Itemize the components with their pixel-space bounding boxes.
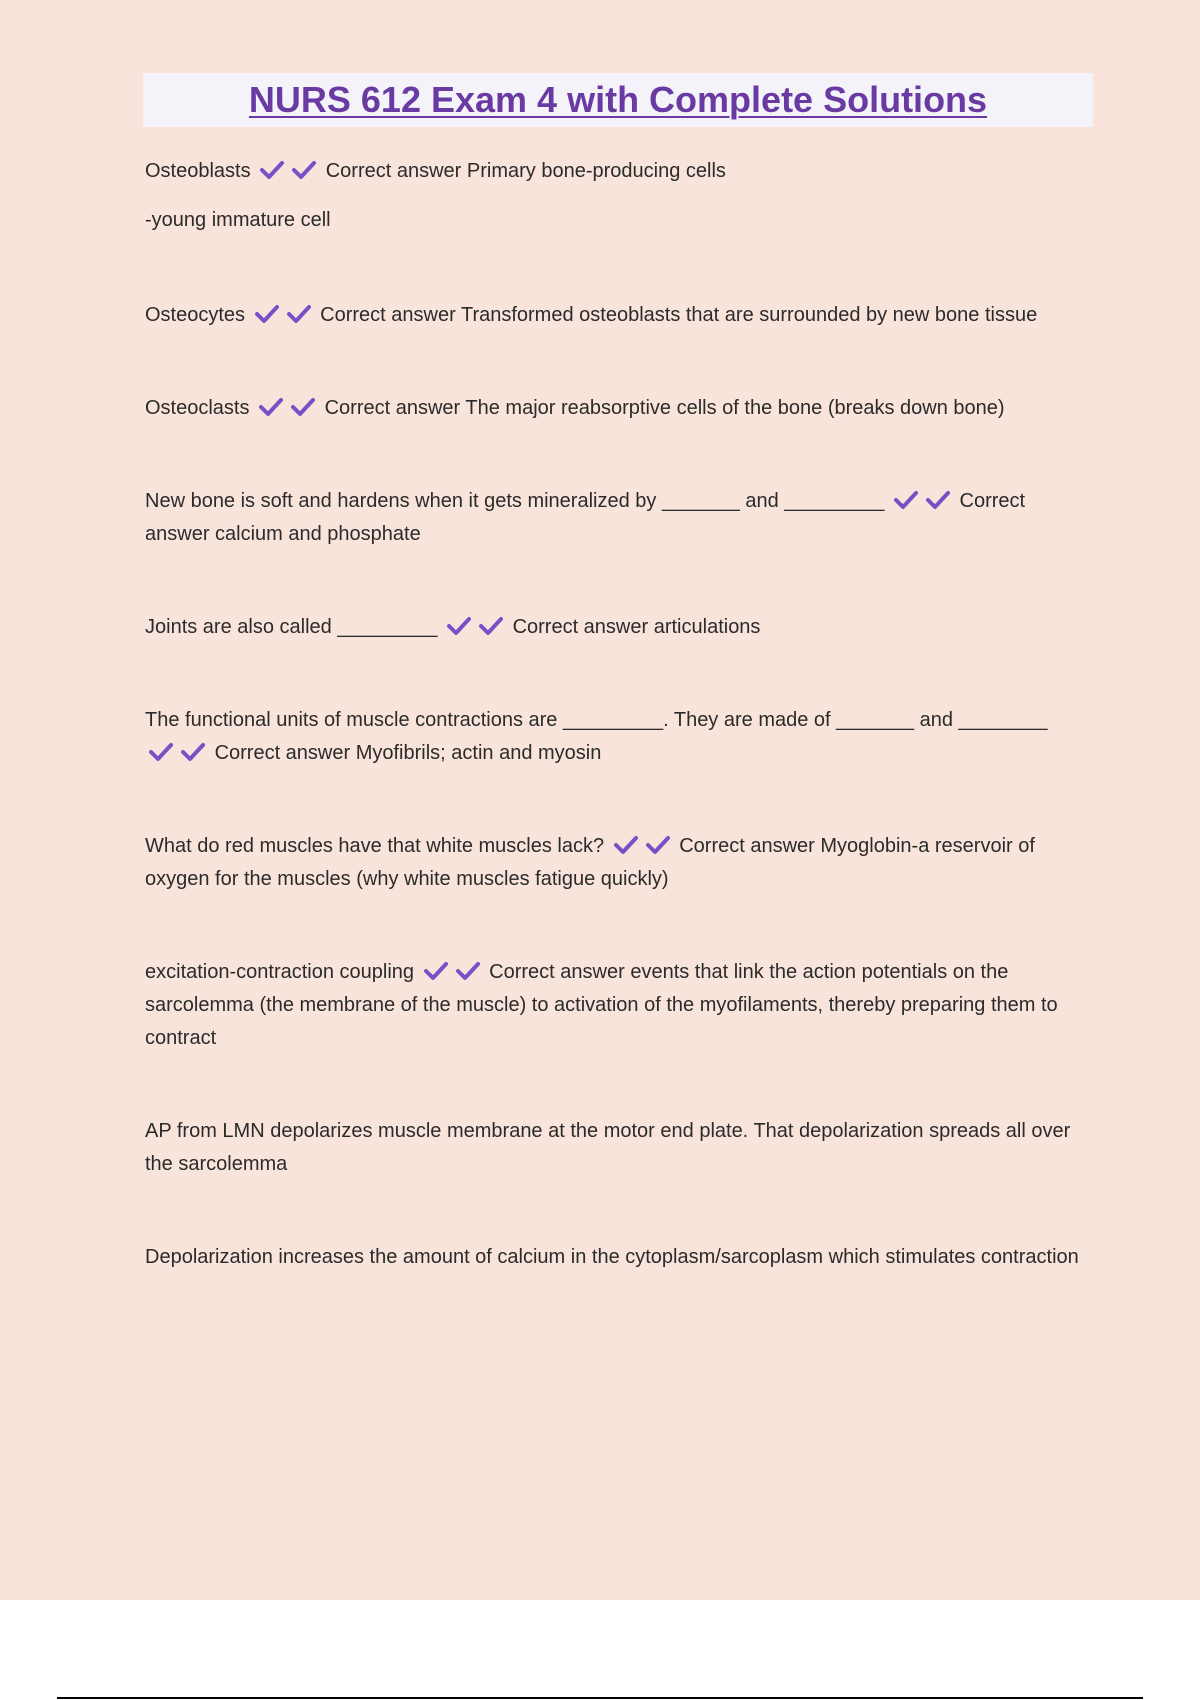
entry-term: Osteoclasts [145, 397, 250, 419]
note-depolarization [145, 1241, 1085, 1274]
entry-note: -young immature cell [145, 209, 331, 231]
checkmark-icon [291, 159, 317, 181]
checkmark-icon [423, 960, 449, 982]
checkmark-icon [925, 489, 951, 511]
entry-answer: Correct answer Myoglobin-a reservoir of oxygen for the muscles (why white muscles fatigue quickly) [145, 835, 1035, 890]
footer-divider [57, 1697, 1143, 1699]
checkmark-icon [446, 615, 472, 637]
entry-answer: Correct answer Primary bone-producing cells [325, 160, 726, 182]
entry-term: Osteocytes [145, 304, 246, 326]
checkmark-icon [455, 960, 481, 982]
checkmark-icon [259, 159, 285, 181]
checkmark-icon [613, 834, 639, 856]
entry-term: Osteoblasts [145, 160, 251, 182]
checkmark-icon [290, 396, 316, 418]
qa-entry-muscle-units [145, 704, 1085, 770]
checkmark-icon [254, 303, 280, 325]
checkmark-icon [148, 741, 174, 763]
note-action-potential [145, 1115, 1085, 1181]
checkmark-icon [645, 834, 671, 856]
qa-entry-mineralization [145, 485, 1085, 551]
checkmark-icon [258, 396, 284, 418]
entry-answer: Correct answer Myofibrils; actin and myosin [214, 742, 602, 764]
qa-entry-osteoclasts [145, 392, 1085, 425]
qa-entry-red-muscles [145, 830, 1085, 896]
note-text: Depolarization increases the amount of calcium in the cytoplasm/sarcoplasm which stimulates contraction [145, 1246, 1079, 1268]
checkmark-icon [893, 489, 919, 511]
entry-term: Joints are also called _________ [145, 616, 438, 638]
entry-term: New bone is soft and hardens when it gets mineralized by _______ and _________ [145, 490, 885, 512]
entry-answer: Correct answer events that link the action potentials on the sarcolemma (the membrane of the muscle) to activation of the myofilaments, thereby preparing them to contract [145, 961, 1058, 1049]
qa-entry-osteoblasts [145, 155, 1085, 237]
entry-answer: Correct answer calcium and phosphate [145, 490, 1026, 545]
qa-entry-joints [145, 611, 1085, 644]
qa-entry-osteocytes [145, 299, 1085, 332]
entry-answer: Correct answer The major reabsorptive cells of the bone (breaks down bone) [324, 397, 1005, 419]
page-title: NURS 612 Exam 4 with Complete Solutions [248, 79, 988, 120]
entry-term: What do red muscles have that white muscles lack? [145, 835, 605, 857]
qa-content [145, 155, 1085, 1274]
checkmark-icon [180, 741, 206, 763]
entry-term: The functional units of muscle contractions are _________. They are made of _______ and ________ [145, 709, 1048, 731]
title-banner [143, 73, 1093, 127]
entry-answer: Correct answer articulations [512, 616, 761, 638]
entry-term: excitation-contraction coupling [145, 961, 415, 983]
note-text: AP from LMN depolarizes muscle membrane at the motor end plate. That depolarization spreads all over the sarcolemma [145, 1120, 1071, 1175]
entry-answer: Correct answer Transformed osteoblasts that are surrounded by new bone tissue [320, 304, 1038, 326]
qa-entry-excitation-coupling [145, 956, 1085, 1055]
checkmark-icon [286, 303, 312, 325]
checkmark-icon [478, 615, 504, 637]
